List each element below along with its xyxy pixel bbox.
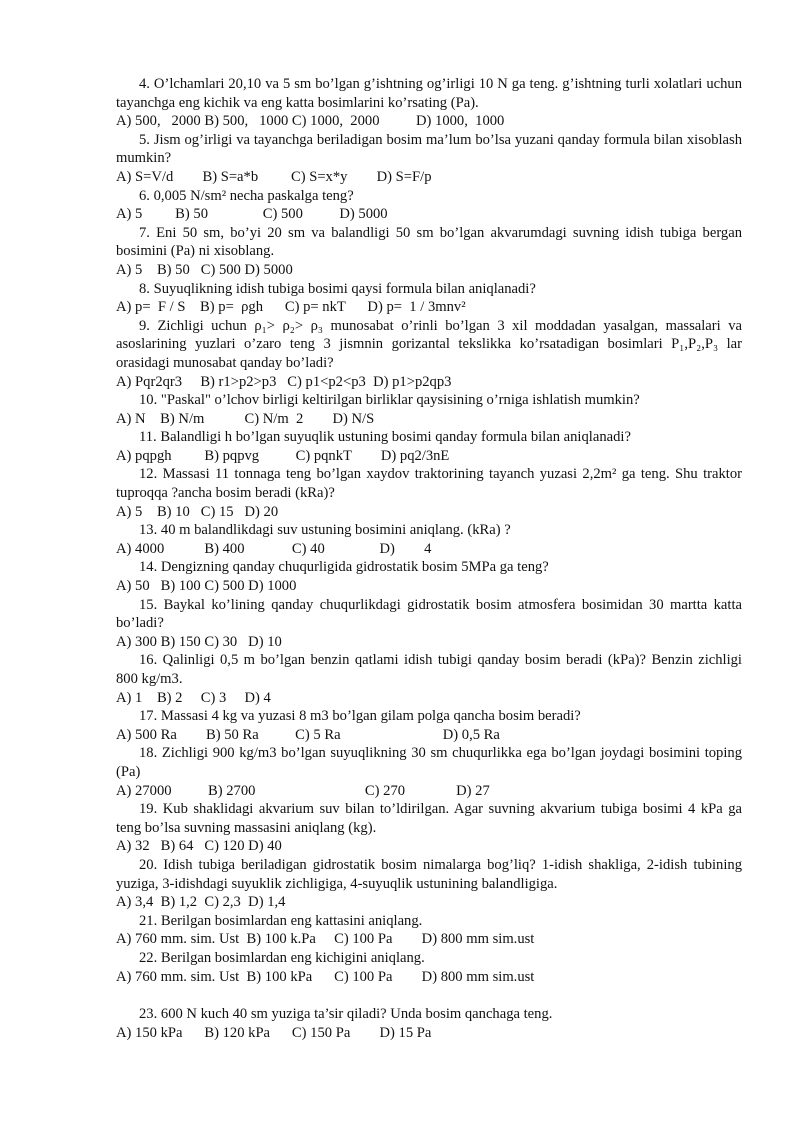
answers-14: A) 50 B) 100 C) 500 D) 1000 xyxy=(116,578,297,595)
answers-17: A) 500 Ra B) 50 Ra C) 5 Ra D) 0,5 Ra xyxy=(116,726,500,743)
question-12: 12. Massasi 11 tonnaga teng bo’lgan xaydov traktorining tayanch yuzasi 2,2m² ga teng. Shu traktor tuproqqa ?ancha bosim beradi (kRa)? xyxy=(116,466,742,502)
question-22: 22. Berilgan bosimlardan eng kichigini aniqlang. xyxy=(139,949,425,966)
question-7: 7. Eni 50 sm, bo’yi 20 sm va balandligi 50 sm bo’lgan akvarumdagi suvning idish tubiga bergan bosimini (Pa) ni xisoblang. xyxy=(116,224,742,260)
question-6: 6. 0,005 N/sm² necha paskalga teng? xyxy=(139,187,354,204)
answers-19: A) 32 B) 64 C) 120 D) 40 xyxy=(116,838,282,855)
question-9: 9. Zichligi uchun ρ₁> ρ₂> ρ₃ munosabat o’rinli bo’lgan 3 xil moddadan yasalgan, massalari va asoslarining yuzlari o’zaro teng 3 jismnin gorizantal tekslikka ko’rsatadigan bosimlari P₁,P₂,P₃ lar orasidagi munosabat qanday bo’ladi? xyxy=(116,317,742,371)
answers-22: A) 760 mm. sim. Ust B) 100 kPa C) 100 Pa D) 800 mm sim.ust xyxy=(116,968,535,985)
answers-10: A) N B) N/m C) N/m 2 D) N/S xyxy=(116,410,375,427)
question-18: 18. Zichligi 900 kg/m3 bo’lgan suyuqlikning 30 sm chuqurlikka ega bo’lgan joydagi bosimini toping (Pa) xyxy=(116,745,742,780)
answers-4: A) 500, 2000 B) 500, 1000 C) 1000, 2000 D) 1000, 1000 xyxy=(116,113,505,130)
question-14: 14. Dengizning qanday chuqurligida gidrostatik bosim 5MPa ga teng? xyxy=(139,559,549,576)
question-21: 21. Berilgan bosimlardan eng kattasini aniqlang. xyxy=(139,912,423,929)
question-23: 23. 600 N kuch 40 sm yuziga ta’sir qiladi? Unda bosim qanchaga teng. xyxy=(139,1006,553,1023)
question-13: 13. 40 m balandlikdagi suv ustuning bosimini aniqlang. (kRa) ? xyxy=(139,522,511,539)
question-16: 16. Qalinligi 0,5 m bo’lgan benzin qatlami idish tubigi qanday bosim beradi (kPa)? Benzin zichligi 800 kg/m3. xyxy=(116,652,742,687)
blank-line xyxy=(116,986,742,1005)
answers-11: A) pqpgh B) pqpvg C) pqnkT D) pq2/3nE xyxy=(116,447,450,464)
question-list xyxy=(116,75,742,1042)
answers-16: A) 1 B) 2 C) 3 D) 4 xyxy=(116,689,271,706)
answers-6: A) 5 B) 50 C) 500 D) 5000 xyxy=(116,206,388,223)
question-19: 19. Kub shaklidagi akvarium suv bilan to’ldirilgan. Agar suvning akvarium tubiga bosimi 4 kPa ga teng bo’lsa suvning massasini aniqlang (kg). xyxy=(116,801,742,836)
answers-8: A) p= F / S B) p= ρgh C) p= nkT D) p= 1 / 3mnv² xyxy=(116,299,466,316)
answers-13: A) 4000 B) 400 C) 40 D) 4 xyxy=(116,540,432,557)
question-5: 5. Jism og’irligi va tayanchga beriladigan bosim ma’lum bo’lsa yuzani qanday formula bilan xisoblash mumkin? xyxy=(116,131,742,167)
question-11: 11. Balandligi h bo’lgan suyuqlik ustuning bosimi qanday formula bilan aniqlanadi? xyxy=(139,429,631,446)
answers-18: A) 27000 B) 2700 C) 270 D) 27 xyxy=(116,782,490,799)
question-4: 4. O’lchamlari 20,10 va 5 sm bo’lgan g’ishtning og’irligi 10 N ga teng. g’ishtning turli xolatlari uchun tayanchga eng kichik va eng katta bosimlarini ko’rsating (Pa). xyxy=(116,76,742,111)
question-8: 8. Suyuqlikning idish tubiga bosimi qaysi formula bilan aniqlanadi? xyxy=(139,280,536,297)
answers-21: A) 760 mm. sim. Ust B) 100 k.Pa C) 100 Pa D) 800 mm sim.ust xyxy=(116,931,535,948)
answers-23: A) 150 kPa B) 120 kPa C) 150 Pa D) 15 Pa xyxy=(116,1024,432,1041)
question-17: 17. Massasi 4 kg va yuzasi 8 m3 bo’lgan gilam polga qancha bosim beradi? xyxy=(139,708,581,725)
question-15: 15. Baykal ko’lining qanday chuqurlikdagi gidrostatik bosim atmosfera bosimidan 30 martta katta bo’ladi? xyxy=(116,596,742,632)
answers-5: A) S=V/d B) S=a*b C) S=x*y D) S=F/p xyxy=(116,168,432,185)
question-10: 10. "Paskal" o’lchov birligi keltirilgan birliklar qaysisining o’rniga ishlatish mumkin? xyxy=(139,392,640,409)
answers-7: A) 5 B) 50 C) 500 D) 5000 xyxy=(116,261,293,278)
answers-12: A) 5 B) 10 C) 15 D) 20 xyxy=(116,503,279,520)
answers-15: A) 300 B) 150 C) 30 D) 10 xyxy=(116,633,282,650)
answers-20: A) 3,4 B) 1,2 C) 2,3 D) 1,4 xyxy=(116,894,286,911)
answers-9: A) Pqr2qr3 B) r1>p2>p3 C) p1<p2<p3 D) p1>p2qp3 xyxy=(116,373,452,390)
question-20: 20. Idish tubiga beriladigan gidrostatik bosim nimalarga bog’liq? 1-idish shakliga, 2-idish tubining yuziga, 3-idishdagi suyuklik zichligiga, 4-suyuqlik ustunining balandligiga. xyxy=(116,856,742,892)
